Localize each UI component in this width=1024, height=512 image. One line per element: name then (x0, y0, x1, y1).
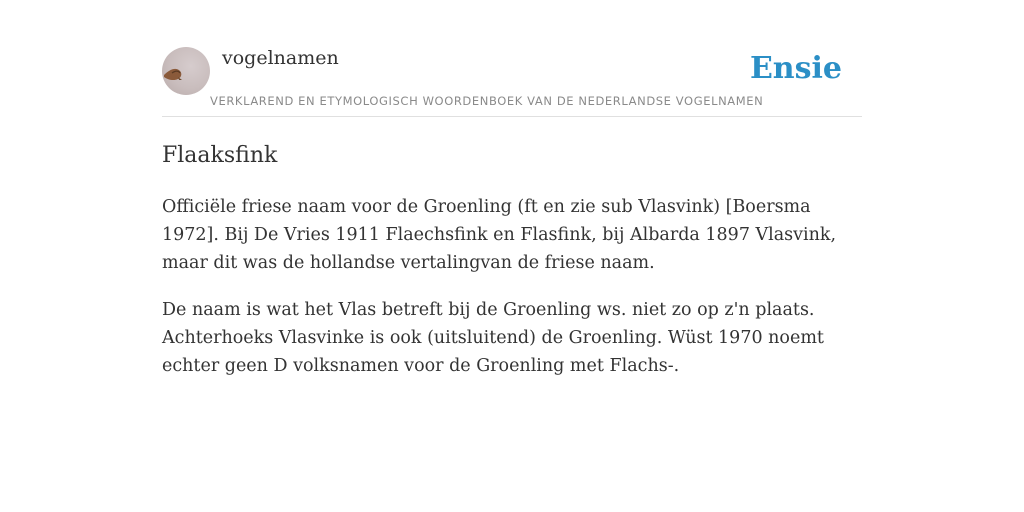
brand-logo[interactable]: Ensie (749, 51, 842, 86)
bird-photo-icon[interactable] (162, 47, 210, 95)
entry-paragraph: De naam is wat het Vlas betreft bij de Groenling ws. niet zo op z'n plaats. Achterhoeks Vlasvinke is ook (uitsluitend) de Groenling. Wüst 1970 noemt echter geen D volksnamen voor de Groenling met Flachs-. (162, 300, 824, 376)
site-tagline: VERKLAREND EN ETYMOLOGISCH WOORDENBOEK VAN DE NEDERLANDSE VOGELNAMEN (210, 94, 764, 108)
entry-title: Flaaksfink (162, 143, 278, 168)
site-name-link[interactable]: vogelnamen (222, 47, 339, 69)
site-header (162, 0, 862, 117)
entry-paragraph: Officiële friese naam voor de Groenling (ft en zie sub Vlasvink) [Boersma 1972]. Bij De Vries 1911 Flaechsfink en Flasfink, bij Albarda 1897 Vlasvink, maar dit was de hollandse vertalingvan de friese naam. (162, 197, 837, 273)
page-container (162, 0, 862, 380)
